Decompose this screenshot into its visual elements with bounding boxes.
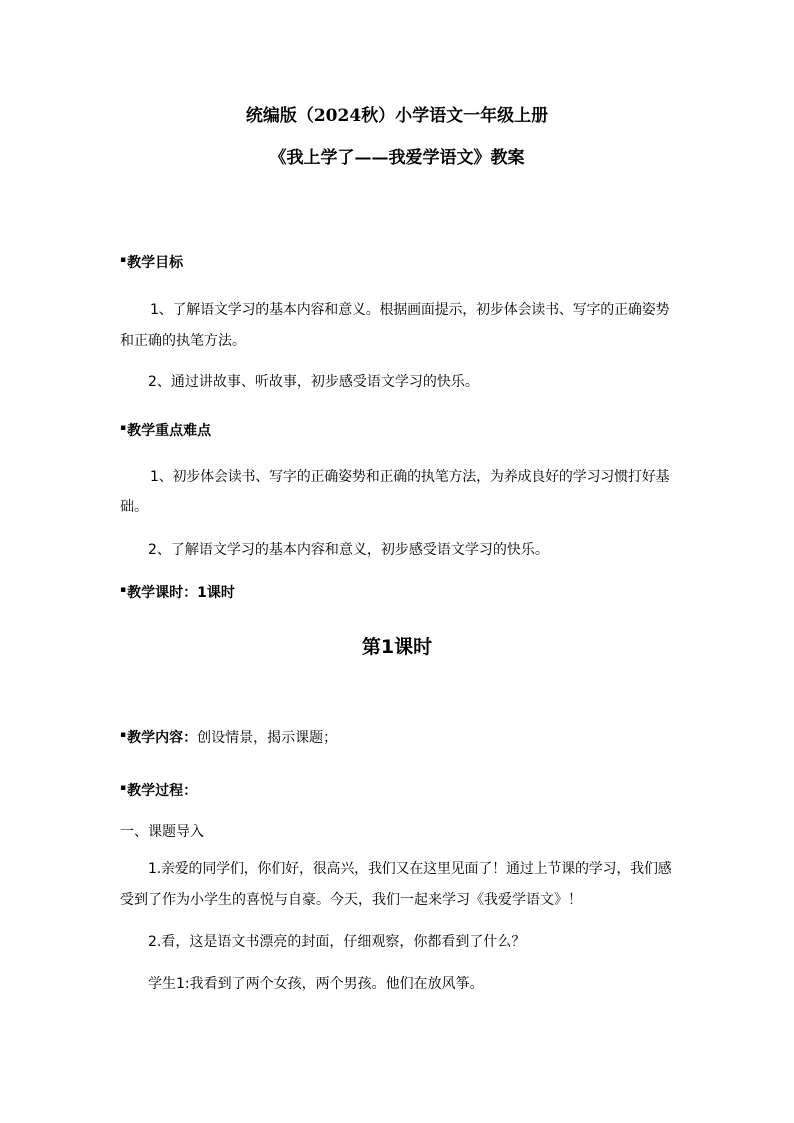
objective-2: 2、通过讲故事、听故事，初步感受语文学习的快乐。: [148, 374, 479, 390]
key-point-2: 2、了解语文学习的基本内容和意义，初步感受语文学习的快乐。: [148, 542, 549, 558]
section-heading-key-points: [120, 424, 211, 438]
document-subtitle: 《我上学了——我爱学语文》教案: [269, 148, 525, 168]
content-text: 创设情景，揭示课题；: [197, 730, 338, 746]
key-point-1-line-2: 础。: [120, 499, 148, 515]
heading-text: 教学重点难点: [127, 423, 212, 439]
process-paragraph-3: 学生1:我看到了两个女孩，两个男孩。他们在放风筝。: [148, 976, 484, 992]
bullet-mark-icon: ▪: [120, 255, 127, 265]
lesson-title: 第1课时: [361, 636, 433, 658]
objective-1-line-2: 和正确的执笔方法。: [120, 333, 246, 349]
section-heading-process: [120, 784, 197, 798]
heading-text: 教学课时：1课时: [127, 585, 235, 601]
section-heading-objectives: [120, 256, 183, 270]
heading-text: 教学内容：: [127, 730, 198, 746]
key-point-1-line-1: 1、初步体会读书、写字的正确姿势和正确的执笔方法，为养成良好的学习习惯打好基: [150, 469, 670, 485]
process-paragraph-1-line-2: 受到了作为小学生的喜悦与自豪。今天，我们一起来学习《我爱学语文》！: [120, 892, 582, 908]
process-section-1: 一、课题导入: [120, 824, 204, 840]
process-paragraph-2: 2.看，这是语文书漂亮的封面，仔细观察，你都看到了什么？: [148, 934, 526, 950]
bullet-mark-icon: ▪: [120, 730, 127, 740]
section-heading-content: [120, 731, 337, 745]
document-title: 统编版（2024秋）小学语文一年级上册: [245, 106, 549, 126]
section-heading-hours: [120, 586, 235, 600]
heading-text: 教学目标: [127, 255, 184, 271]
objective-1-line-1: 1、了解语文学习的基本内容和意义。根据画面提示，初步体会读书、写字的正确姿势: [150, 302, 670, 318]
bullet-mark-icon: ▪: [120, 423, 127, 433]
heading-text: 教学过程：: [127, 783, 198, 799]
process-paragraph-1-line-1: 1.亲爱的同学们，你们好，很高兴，我们又在这里见面了！通过上节课的学习，我们感: [148, 861, 672, 877]
bullet-mark-icon: ▪: [120, 783, 127, 793]
bullet-mark-icon: ▪: [120, 585, 127, 595]
